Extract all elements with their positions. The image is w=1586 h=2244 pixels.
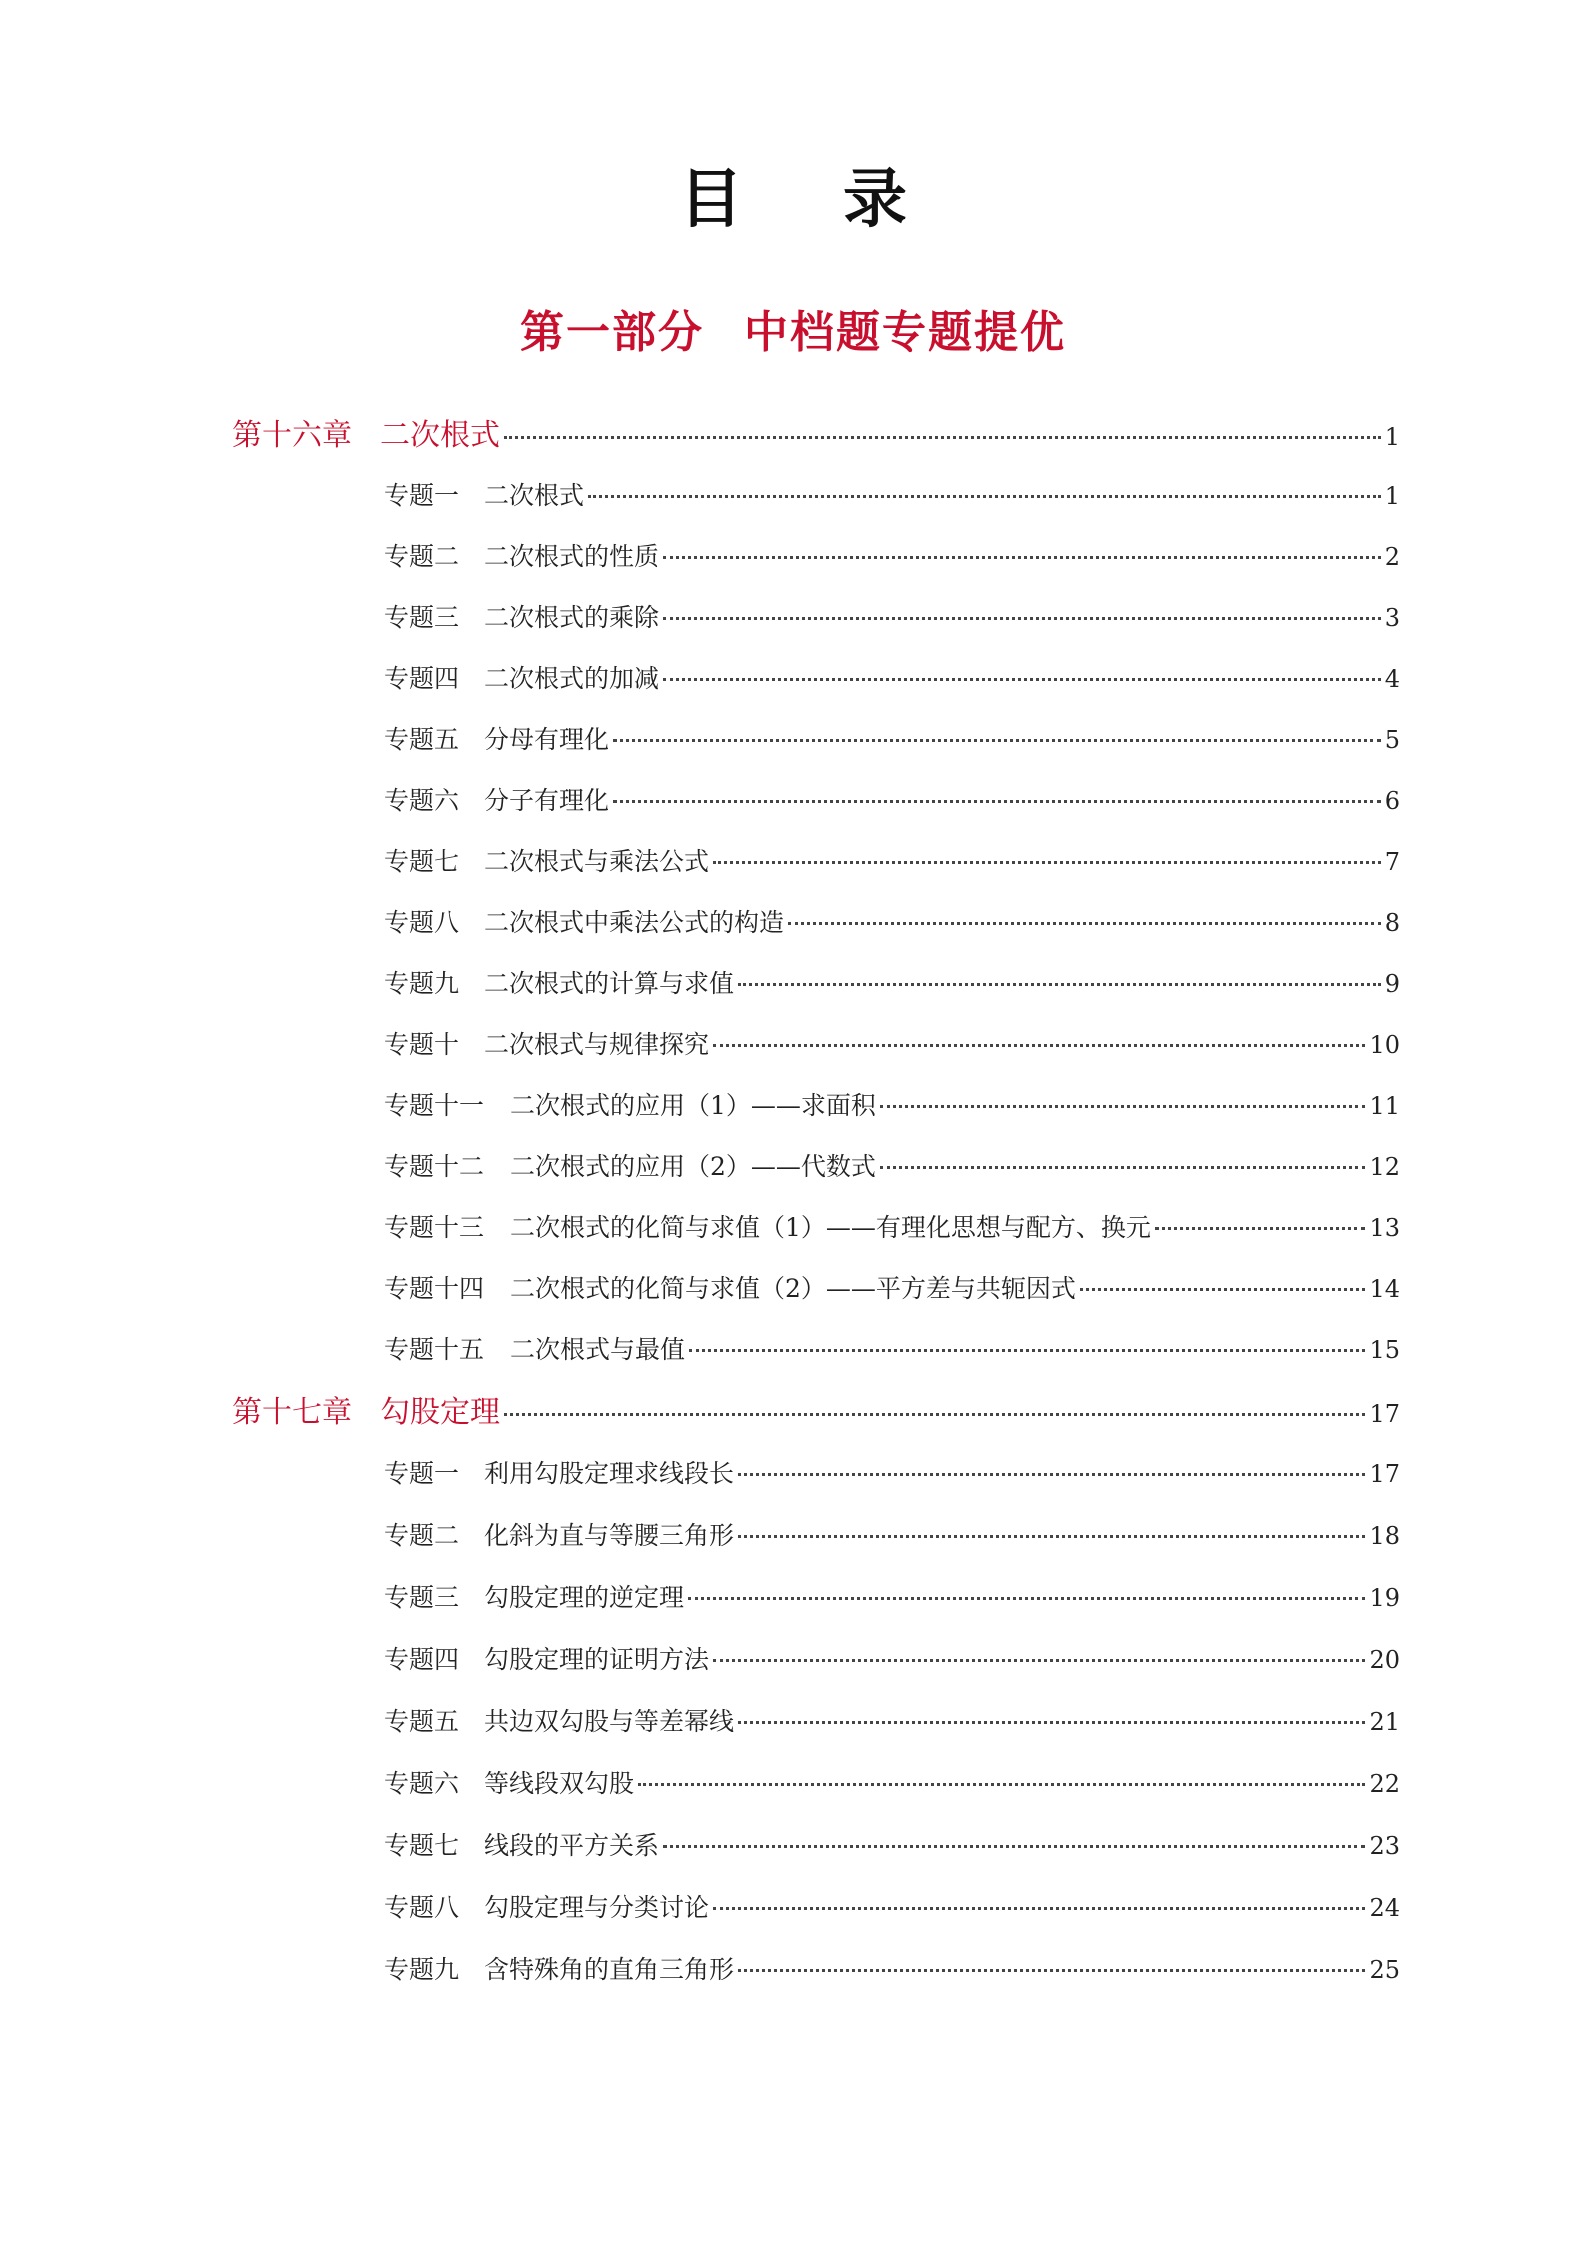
leader-dots xyxy=(880,1105,1366,1108)
leader-dots xyxy=(504,1413,1365,1416)
topic-number: 专题二 xyxy=(384,542,460,571)
leader-dots xyxy=(588,495,1381,498)
topic-name: 二次根式的乘除 xyxy=(484,603,660,632)
toc-topic[interactable] xyxy=(384,1269,1400,1305)
topic-name: 二次根式 xyxy=(484,481,585,510)
topic-name: 分母有理化 xyxy=(484,725,610,754)
topic-name: 二次根式的计算与求值 xyxy=(484,969,735,998)
leader-dots xyxy=(713,861,1381,864)
leader-dots xyxy=(504,436,1381,439)
topic-number: 专题十四 xyxy=(384,1274,485,1303)
page-number: 10 xyxy=(1369,1031,1400,1059)
topic-number: 专题十五 xyxy=(384,1335,485,1364)
topic-name: 二次根式与乘法公式 xyxy=(484,847,710,876)
topic-number: 专题二 xyxy=(384,1521,460,1550)
topic-name: 二次根式的化简与求值（2）——平方差与共轭因式 xyxy=(510,1274,1076,1303)
part-name: 中档题专题提优 xyxy=(744,307,1066,358)
topic-name: 二次根式的化简与求值（1）——有理化思想与配方、换元 xyxy=(510,1213,1151,1242)
toc-chapter[interactable] xyxy=(232,1387,1400,1431)
page-number: 22 xyxy=(1369,1770,1400,1798)
toc-topic[interactable] xyxy=(384,598,1400,634)
leader-dots xyxy=(738,983,1381,986)
page-number: 6 xyxy=(1384,787,1400,815)
topic-name: 共边双勾股与等差幂线 xyxy=(484,1707,735,1736)
chapter-number: 第十六章 xyxy=(232,418,352,453)
chapter-number: 第十七章 xyxy=(232,1395,352,1430)
leader-dots xyxy=(613,800,1381,803)
page-number: 11 xyxy=(1369,1092,1400,1120)
leader-dots xyxy=(880,1166,1366,1169)
leader-dots xyxy=(738,1721,1365,1724)
page-number: 13 xyxy=(1369,1214,1400,1242)
toc-topic[interactable] xyxy=(384,781,1400,817)
topic-name: 线段的平方关系 xyxy=(484,1831,660,1860)
toc-topic[interactable] xyxy=(384,1516,1400,1552)
page-number: 24 xyxy=(1369,1894,1400,1922)
page-number: 4 xyxy=(1384,665,1400,693)
toc-topic[interactable] xyxy=(384,1454,1400,1490)
leader-dots xyxy=(663,617,1381,620)
topic-number: 专题一 xyxy=(384,481,460,510)
topic-number: 专题九 xyxy=(384,969,460,998)
page-number: 20 xyxy=(1369,1646,1400,1674)
topic-number: 专题一 xyxy=(384,1459,460,1488)
page-number: 23 xyxy=(1369,1832,1400,1860)
toc-topic[interactable] xyxy=(384,1086,1400,1122)
topic-name: 二次根式与最值 xyxy=(510,1335,686,1364)
leader-dots xyxy=(713,1907,1365,1910)
chapter-name: 二次根式 xyxy=(380,418,500,453)
leader-dots xyxy=(738,1969,1365,1972)
page-number: 7 xyxy=(1384,848,1400,876)
toc-topic[interactable] xyxy=(384,720,1400,756)
page-number: 14 xyxy=(1369,1275,1400,1303)
leader-dots xyxy=(713,1044,1365,1047)
toc-topic[interactable] xyxy=(384,1826,1400,1862)
topic-number: 专题四 xyxy=(384,1645,460,1674)
topic-number: 专题十二 xyxy=(384,1152,485,1181)
topic-number: 专题十 xyxy=(384,1030,460,1059)
leader-dots xyxy=(689,1349,1365,1352)
topic-number: 专题九 xyxy=(384,1955,460,1984)
topic-name: 勾股定理的逆定理 xyxy=(484,1583,685,1612)
topic-name: 分子有理化 xyxy=(484,786,610,815)
toc-topic[interactable] xyxy=(384,1578,1400,1614)
topic-number: 专题三 xyxy=(384,603,460,632)
topic-number: 专题六 xyxy=(384,1769,460,1798)
page-number: 9 xyxy=(1384,970,1400,998)
topic-name: 二次根式的加减 xyxy=(484,664,660,693)
topic-name: 化斜为直与等腰三角形 xyxy=(484,1521,735,1550)
leader-dots xyxy=(713,1659,1365,1662)
page-number: 19 xyxy=(1369,1584,1400,1612)
topic-name: 二次根式的性质 xyxy=(484,542,660,571)
toc-topic[interactable] xyxy=(384,1702,1400,1738)
topic-number: 专题十三 xyxy=(384,1213,485,1242)
toc-topic[interactable] xyxy=(384,1950,1400,1986)
leader-dots xyxy=(1155,1227,1366,1230)
leader-dots xyxy=(738,1473,1365,1476)
page-number: 12 xyxy=(1369,1153,1400,1181)
topic-name: 勾股定理与分类讨论 xyxy=(484,1893,710,1922)
toc-chapter[interactable] xyxy=(232,410,1400,454)
leader-dots xyxy=(663,556,1381,559)
topic-name: 利用勾股定理求线段长 xyxy=(484,1459,735,1488)
page-number: 1 xyxy=(1384,423,1400,451)
page-number: 3 xyxy=(1384,604,1400,632)
page-number: 2 xyxy=(1384,543,1400,571)
page-number: 18 xyxy=(1369,1522,1400,1550)
toc-topic[interactable] xyxy=(384,964,1400,1000)
topic-name: 勾股定理的证明方法 xyxy=(484,1645,710,1674)
toc-topic[interactable] xyxy=(384,537,1400,573)
chapter-name: 勾股定理 xyxy=(380,1395,500,1430)
toc-topic[interactable] xyxy=(384,1025,1400,1061)
leader-dots xyxy=(663,1845,1365,1848)
page-number: 1 xyxy=(1384,482,1400,510)
leader-dots xyxy=(688,1597,1365,1600)
toc-topic[interactable] xyxy=(384,659,1400,695)
page-number: 21 xyxy=(1369,1708,1400,1736)
toc-topic[interactable] xyxy=(384,842,1400,878)
leader-dots xyxy=(738,1535,1365,1538)
topic-number: 专题七 xyxy=(384,847,460,876)
topic-name: 二次根式与规律探究 xyxy=(484,1030,710,1059)
leader-dots xyxy=(788,922,1381,925)
topic-number: 专题七 xyxy=(384,1831,460,1860)
topic-number: 专题十一 xyxy=(384,1091,485,1120)
toc-topic[interactable] xyxy=(384,1888,1400,1924)
page-number: 15 xyxy=(1369,1336,1400,1364)
page-number: 5 xyxy=(1384,726,1400,754)
topic-number: 专题六 xyxy=(384,786,460,815)
toc-topic[interactable] xyxy=(384,1640,1400,1676)
topic-name: 二次根式的应用（2）——代数式 xyxy=(510,1152,876,1181)
page-number: 17 xyxy=(1369,1460,1400,1488)
topic-name: 二次根式中乘法公式的构造 xyxy=(484,908,785,937)
leader-dots xyxy=(1080,1288,1366,1291)
topic-number: 专题八 xyxy=(384,908,460,937)
topic-number: 专题三 xyxy=(384,1583,460,1612)
toc-topic[interactable] xyxy=(384,1147,1400,1183)
page-number: 17 xyxy=(1369,1400,1400,1428)
toc-topic[interactable] xyxy=(384,1330,1400,1366)
page-number: 8 xyxy=(1384,909,1400,937)
toc-topic[interactable] xyxy=(384,1764,1400,1800)
leader-dots xyxy=(613,739,1381,742)
topic-number: 专题八 xyxy=(384,1893,460,1922)
toc-topic[interactable] xyxy=(384,1208,1400,1244)
page-number: 25 xyxy=(1369,1956,1400,1984)
topic-name: 等线段双勾股 xyxy=(484,1769,635,1798)
topic-number: 专题五 xyxy=(384,725,460,754)
topic-name: 二次根式的应用（1）——求面积 xyxy=(510,1091,876,1120)
topic-number: 专题四 xyxy=(384,664,460,693)
topic-name: 含特殊角的直角三角形 xyxy=(484,1955,735,1984)
toc-topic[interactable] xyxy=(384,903,1400,939)
toc-topic[interactable] xyxy=(384,476,1400,512)
topic-number: 专题五 xyxy=(384,1707,460,1736)
leader-dots xyxy=(663,678,1381,681)
page-title: 目录 xyxy=(679,162,1007,237)
part-label: 第一部分 xyxy=(520,307,704,358)
leader-dots xyxy=(638,1783,1365,1786)
